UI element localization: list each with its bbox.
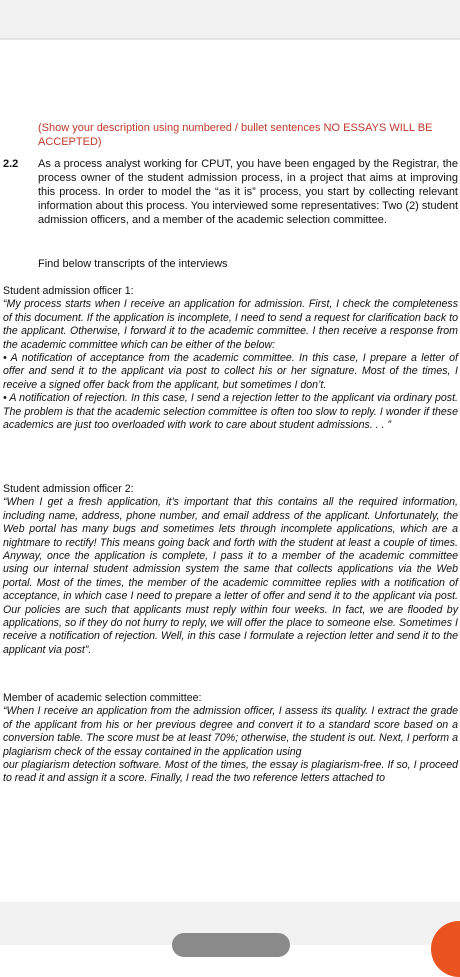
top-bar [0, 0, 460, 38]
interview-officer-2 [3, 483, 458, 657]
interview-officer-1 [3, 285, 458, 432]
transcript-paragraph: “My process starts when I receive an application for admission. First, I check the completeness of this document. If the application is incomplete, I need to send a request for clarification back to the applicant. Otherwise, I forward it to the academic committee. I then receive a response from the academic committee which can be either of the below: [3, 298, 458, 351]
transcript-paragraph: “When I get a fresh application, it’s important that this contains all the required information, including name, address, phone number, and email address of the applicant. Unfortunately, the Web portal has many bugs and sometimes lets through incomplete applications, which are a nightmare to rectify! This means going back and forth with the student at least a couple of times. Anyway, once the application is complete, I pass it to a member of the academic committee using our internal student admission system the same that collects applications via the Web portal. Most of the times, the member of the academic committee replies with a notification of acceptance, in which case I need to prepare a letter of offer and send it to the applicant via post. Our policies are such that applicants must reply within four weeks. In fact, we are flooded by applications, so if they do not hurry to reply, we will offer the place to someone else. Sometimes I receive a notification of rejection. Well, in this case I formulate a rejection letter and send it to the applicant via post”. [3, 496, 458, 656]
instruction-note: (Show your description using numbered / bullet sentences NO ESSAYS WILL BE ACCEPTED) [38, 122, 433, 148]
transcript-paragraph: “When I receive an application from the admission officer, I assess its quality. I extract the grade of the applicant from his or her previous degree and convert it to a standard score based on a conversion table. The score must be at least 70%; otherwise, the student is out. Next, I perform a plagiarism check of the essay contained in the application using [3, 705, 458, 758]
question-number: 2.2 [3, 158, 19, 170]
home-indicator[interactable] [172, 933, 290, 957]
speaker-label: Member of academic selection committee: [3, 692, 202, 704]
transcript [3, 705, 458, 785]
speaker-label: Student admission officer 2: [3, 483, 134, 495]
speaker-label: Student admission officer 1: [3, 285, 134, 297]
transcripts-intro: Find below transcripts of the interviews [38, 258, 228, 270]
transcript-bullet: • A notification of rejection. In this case, I send a rejection letter to the applicant via ordinary post. The problem is that the academic selection committee is often too slow to reply. I wonder if these academics are just too overloaded with work to care about student admissions. . . ” [3, 392, 458, 432]
interview-committee-member [3, 692, 458, 786]
question-text: As a process analyst working for CPUT, you have been engaged by the Registrar, the process owner of the student admission process, in a project that aims at improving this process. In order to model the “as it is” process, you start by collecting relevant information about this process. You interviewed some representatives: Two (2) student admission officers, and a member of the academic selection committee. [38, 158, 458, 226]
transcript [3, 298, 458, 432]
transcript-bullet: • A notification of acceptance from the academic committee. In this case, I prepare a letter of offer and send it to the applicant via post to collect his or her signature. Most of the times, I receive a signed offer back from the applicant, but sometimes I don’t. [3, 352, 458, 391]
transcript-paragraph: our plagiarism detection software. Most of the times, the essay is plagiarism-free. If so, I proceed to read it and assign it a score. Finally, I read the two reference letters attached to [3, 759, 458, 785]
transcript [3, 496, 458, 657]
